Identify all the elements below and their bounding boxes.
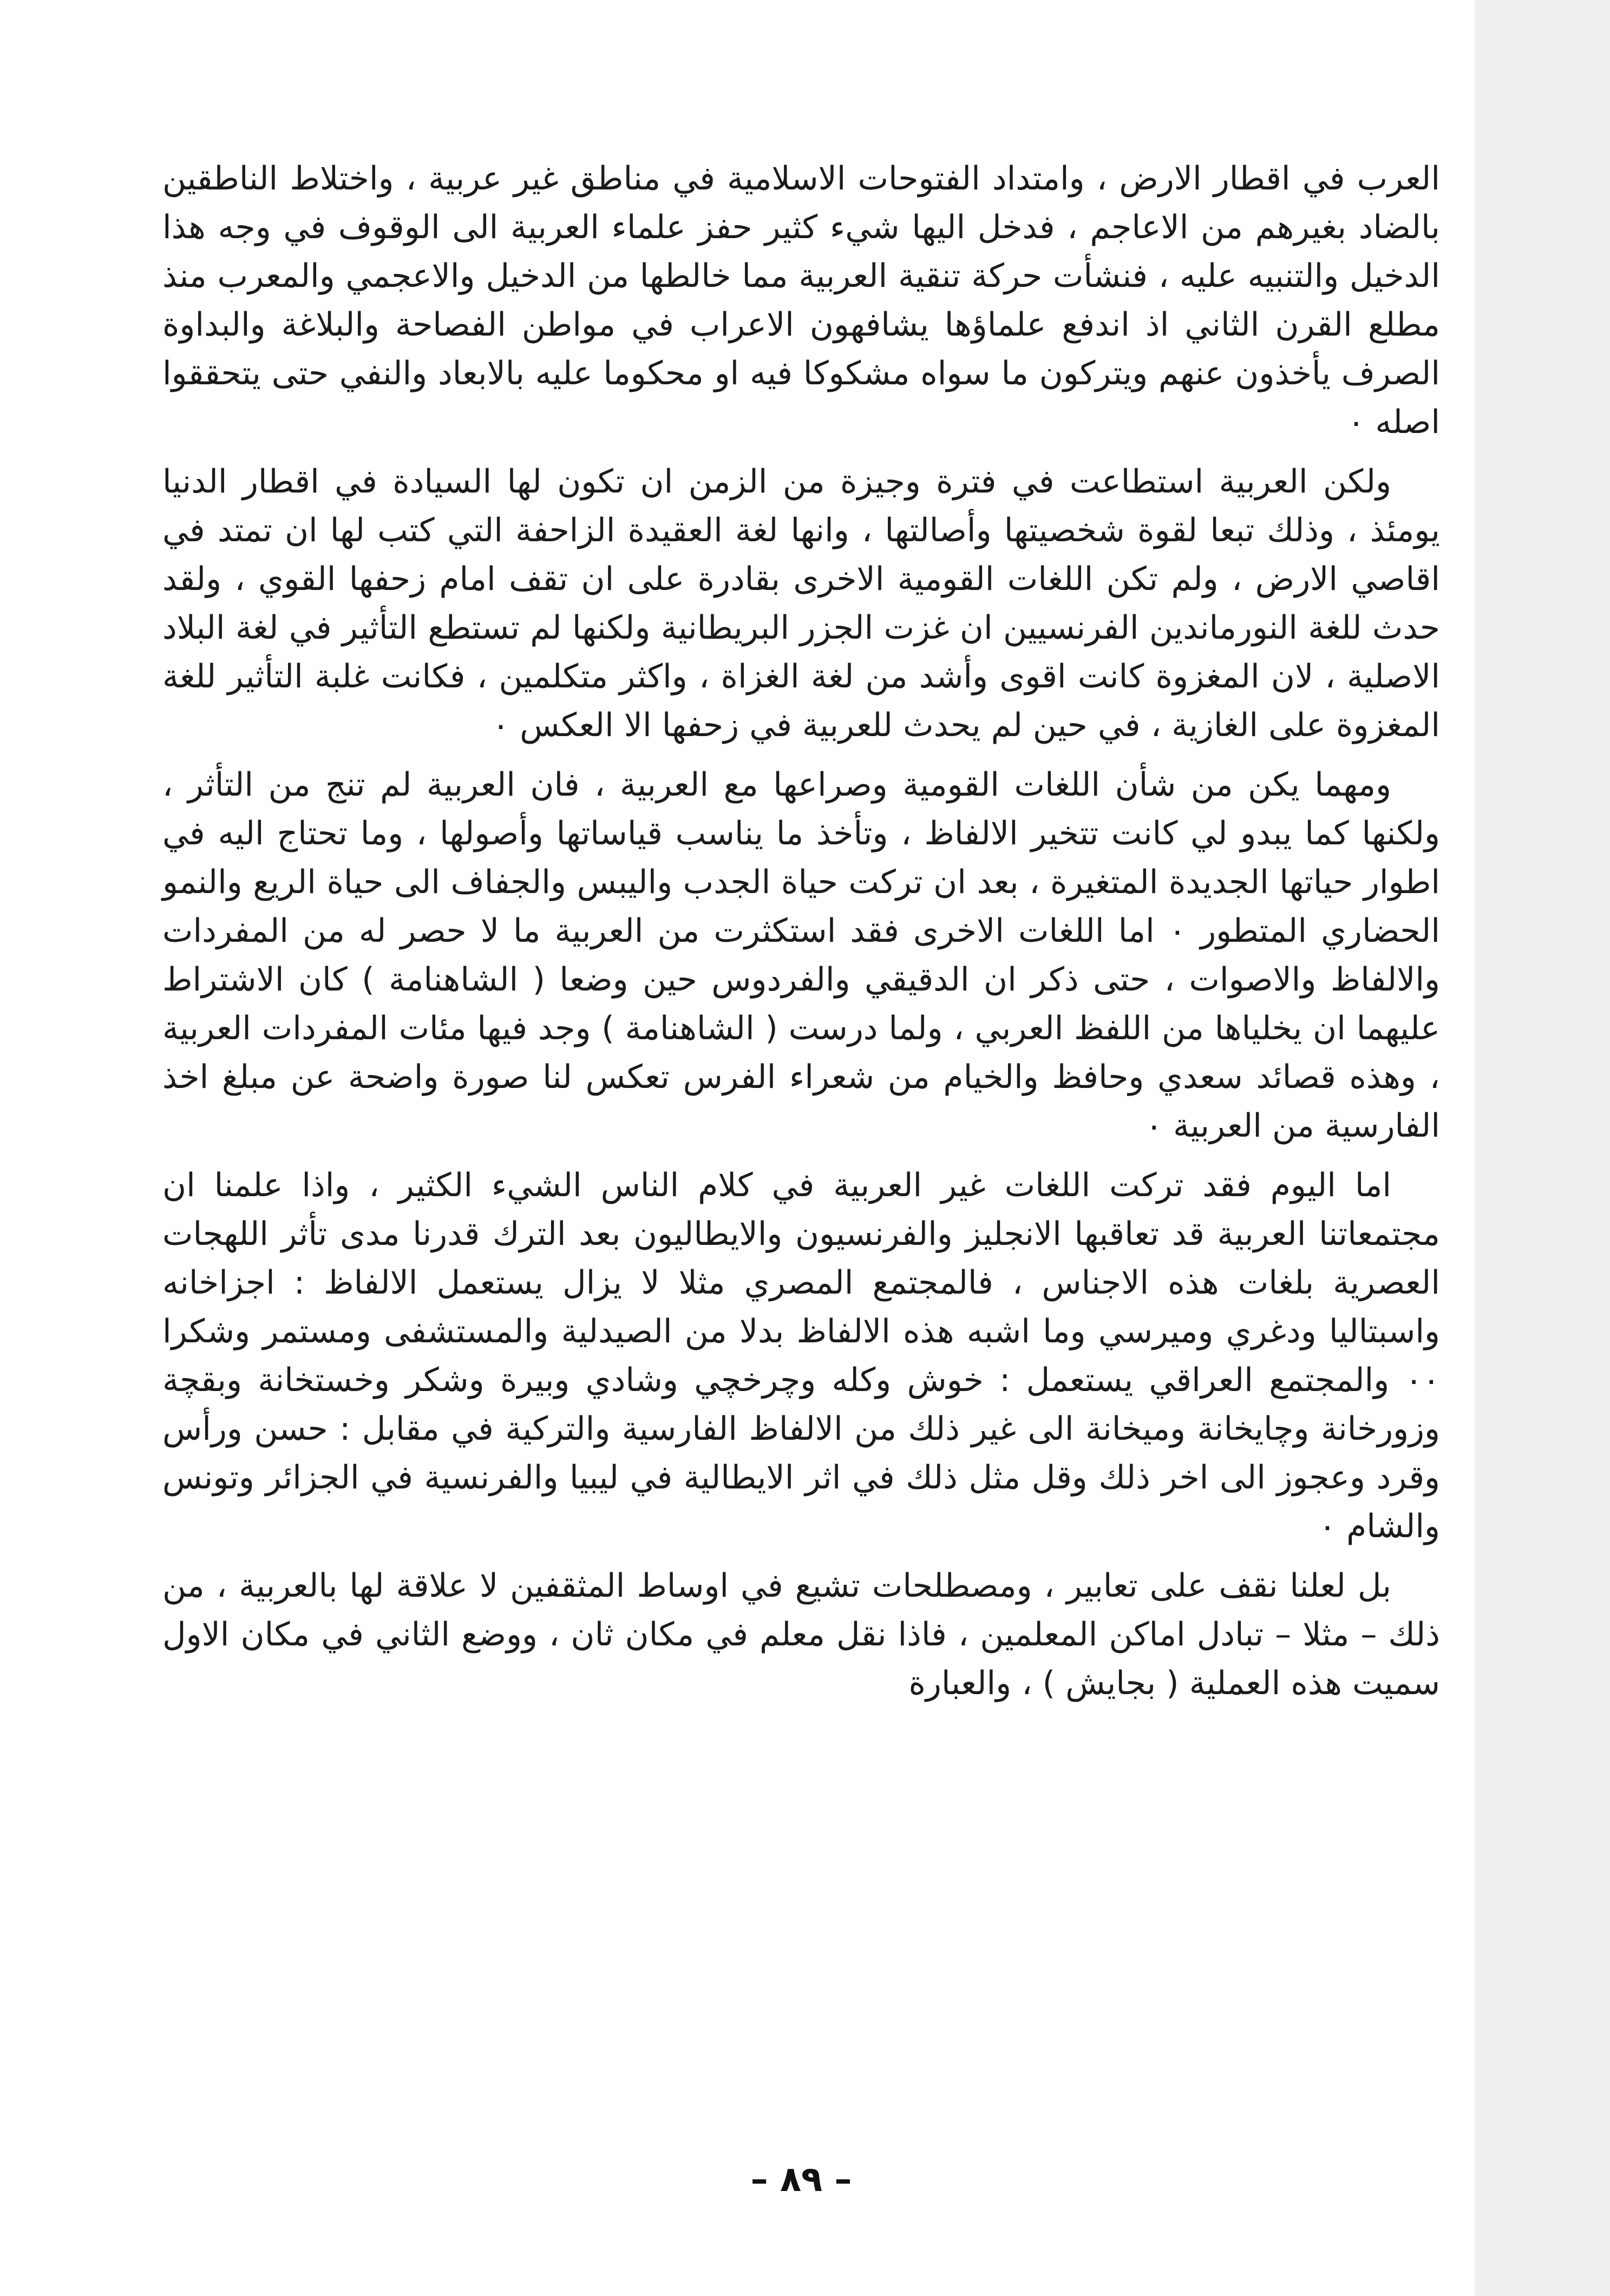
paragraph-5: بل لعلنا نقف على تعابير ، ومصطلحات تشيع في اوساط المثقفين لا علاقة لها بالعربية ، من ذلك – مثلا – تبادل اماكن المعلمين ، فاذا نقل معلم في مكان ثان ، ووضع الثاني في مكان الاول سميت هذه العملية ( بجايش ) ، والعبارة (162, 1567, 1440, 1702)
paragraph-1: العرب في اقطار الارض ، وامتداد الفتوحات الاسلامية في مناطق غير عربية ، واختلاط الناطقين بالضاد بغيرهم من الاعاجم ، فدخل اليها شيء كثير حفز علماء العربية الى الوقوف في وجه هذا الدخيل والتنبيه عليه ، فنشأت حركة تنقية العربية مما خالطها من الدخيل والاعجمي والمعرب منذ مطلع القرن الثاني اذ اندفع علماؤها يشافهون الاعراب في مواطن الفصاحة والبلاغة والبداوة الصرف يأخذون عنهم ويتركون ما سواه مشكوكا فيه او محكوما عليه بالابعاد والنفي حتى يتحققوا اصله ٠ (162, 160, 1440, 441)
paragraph-4: اما اليوم فقد تركت اللغات غير العربية في كلام الناس الشيء الكثير ، واذا علمنا ان مجتمعاتنا العربية قد تعاقبها الانجليز والفرنسيون والايطاليون بعد الترك قدرنا مدى تأثر اللهجات العصرية بلغات هذه الاجناس ، فالمجتمع المصري مثلا لا يزال يستعمل الالفاظ : اجزاخانه واسبتاليا ودغري وميرسي وما اشبه هذه الالفاظ بدلا من الصيدلية والمستشفى ومستمر وشكرا ٠٠ والمجتمع العراقي يستعمل : خوش وكله وچرخچي وشادي وبيرة وشكر وخستخانة وبقچة وزورخانة وچايخانة وميخانة الى غير ذلك من الالفاظ الفارسية والتركية في مقابل : حسن ورأس وقرد وعجوز الى اخر ذلك وقل مثل ذلك في اثر الايطالية في ليبيا والفرنسية في الجزائر وتونس والشام ٠ (162, 1166, 1440, 1545)
scan-margin-strip (1475, 0, 1610, 2296)
page-number: – ٨٩ – (750, 2160, 852, 2200)
paragraph-2: ولكن العربية استطاعت في فترة وجيزة من الزمن ان تكون لها السيادة في اقطار الدنيا يومئذ ، وذلك تبعا لقوة شخصيتها وأصالتها ، وانها لغة العقيدة الزاحفة التي كتب لها ان تمتد في اقاصي الارض ، ولم تكن اللغات القومية الاخرى بقادرة على ان تقف امام زحفها القوي ، ولقد حدث للغة النورماندين الفرنسيين ان غزت الجزر البريطانية ولكنها لم تستطع التأثير في لغة البلاد الاصلية ، لان المغزوة كانت اقوى وأشد من لغة الغزاة ، واكثر متكلمين ، فكانت غلبة التأثير للغة المغزوة على الغازية ، في حين لم يحدث للعربية في زحفها الا العكس ٠ (162, 463, 1440, 744)
body-text (162, 154, 1440, 1718)
paragraph-3: ومهما يكن من شأن اللغات القومية وصراعها مع العربية ، فان العربية لم تنج من التأثر ، ولكنها كما يبدو لي كانت تتخير الالفاظ ، وتأخذ ما يناسب قياساتها وأصولها ، وما تحتاج اليه في اطوار حياتها الجديدة المتغيرة ، بعد ان تركت حياة الجدب واليبس والجفاف الى حياة الريع والنمو الحضاري المتطور ٠ اما اللغات الاخرى فقد استكثرت من العربية ما لا حصر له من المفردات والالفاظ والاصوات ، حتى ذكر ان الدقيقي والفردوس حين وضعا ( الشاهنامة ) كان الاشتراط عليهما ان يخلياها من اللفظ العربي ، ولما درست ( الشاهنامة ) وجد فيها مئات المفردات العربية ، وهذه قصائد سعدي وحافظ والخيام من شعراء الفرس تعكس لنا صورة واضحة عن مبلغ اخذ الفارسية من العربية ٠ (162, 766, 1441, 1145)
